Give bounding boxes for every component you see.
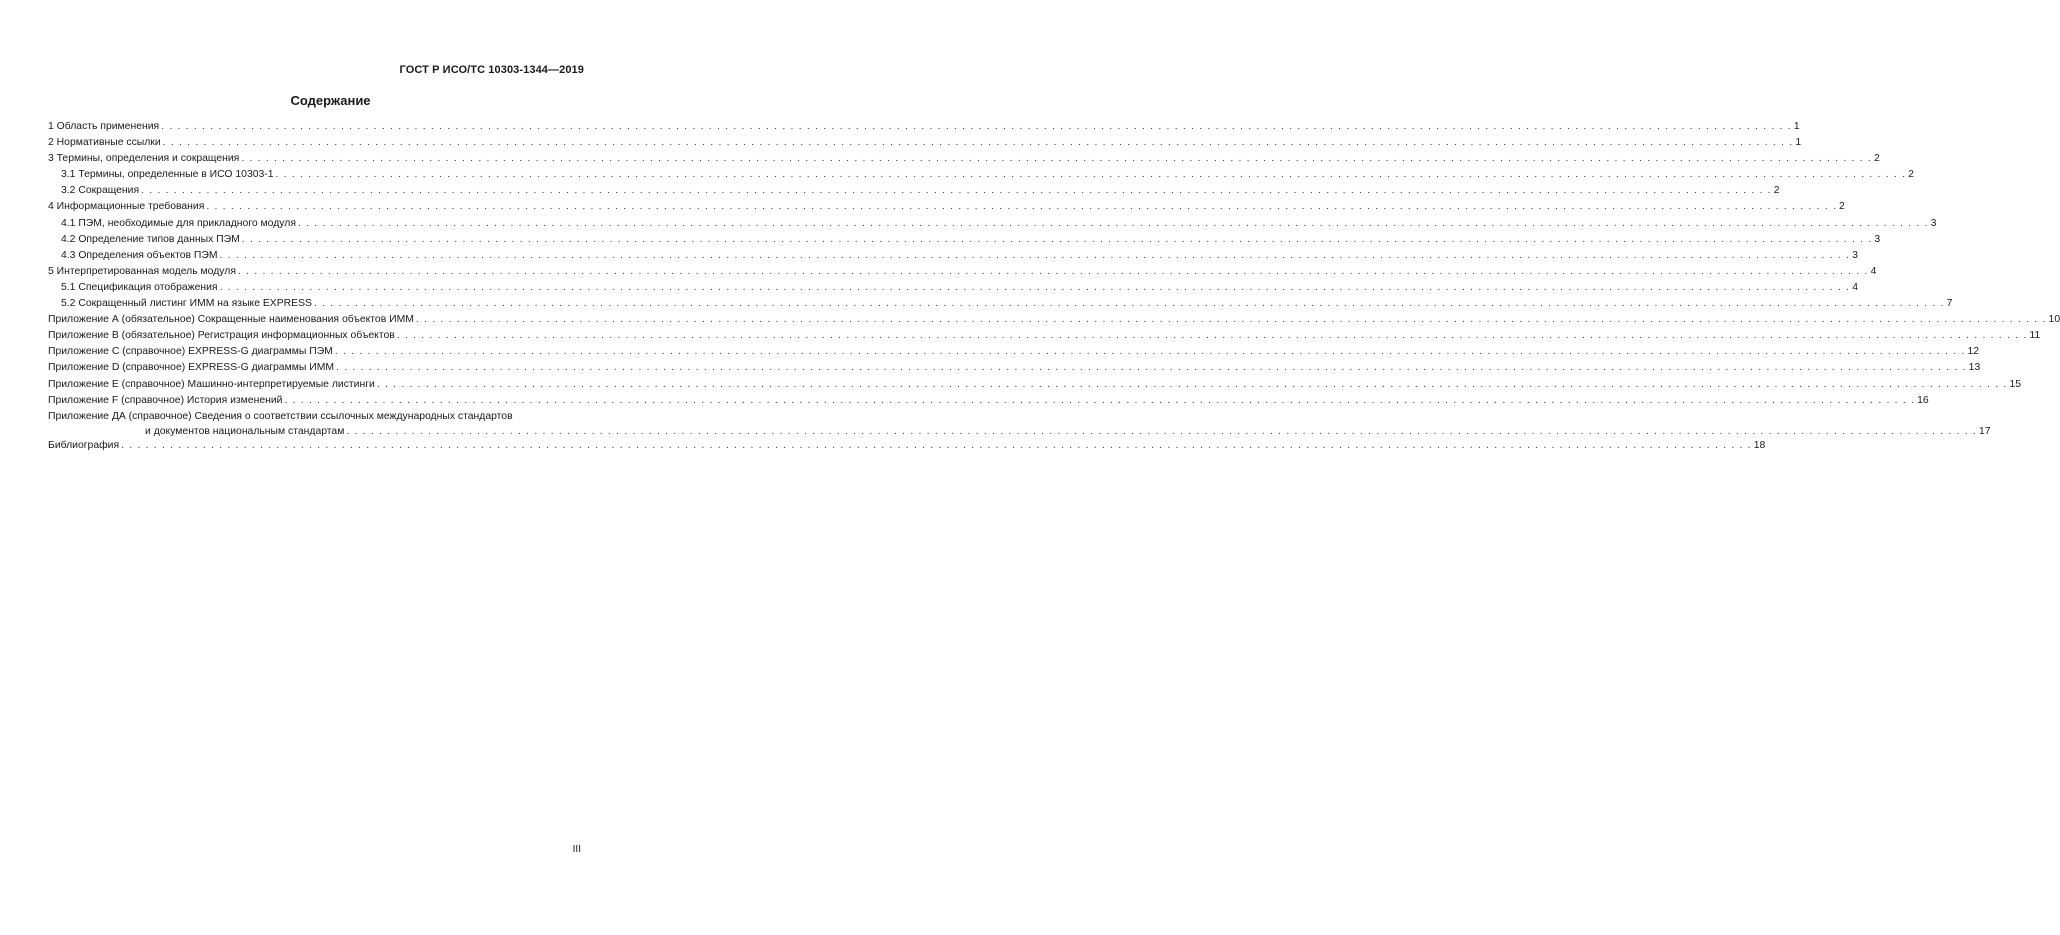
toc-entry[interactable] [48, 264, 1877, 280]
toc-entry-page: 2 [1838, 201, 1845, 213]
leader-dots: . . . . . . . . . . . . . . . . . . . . . . . . . . . . . . . . . . . . . . . . . . . . . . . . . . . . . . . . . . . . . . . . . . . . . . . . . . . . . . . . . . . . . . . . . . . . . . . . . . . . . . . . . . . . . . . . . . . . . . . . . . . . . . . . . . . . . . . . . . . . . . . . . . . . . . . . . . . . . . . . . . . . . . . . . . . . . . . . . . . . . . . . . . . . . . . . . . . . . . . . [219, 249, 1851, 261]
toc-entry-page: 17 [1979, 425, 1991, 437]
toc-entry-page: 1 [1795, 137, 1802, 149]
leader-dots: . . . . . . . . . . . . . . . . . . . . . . . . . . . . . . . . . . . . . . . . . . . . . . . . . . . . . . . . . . . . . . . . . . . . . . . . . . . . . . . . . . . . . . . . . . . . . . . . . . . . . . . . . . . . . . . . . . . . . . . . . . . . . . . . . . . . . . . . . . . . . . . . . . . . . . . . . . . . . . . . . . . . . . . . . . . . . . . . . . . . . . . . . . . . . . . . . . . . . . . . [313, 298, 1945, 310]
toc-entry[interactable] [48, 135, 1802, 151]
toc-entry-page: 10 [2048, 314, 2060, 326]
toc-entry-text: Приложение С (справочное) EXPRESS-G диаграммы ПЭМ [48, 346, 333, 358]
toc-entry-text: Приложение А (обязательное) Сокращенные наименования объектов ИММ [48, 314, 414, 326]
toc-entry-text: 5.2 Сокращенный листинг ИММ на языке EXPRESS [61, 298, 312, 310]
toc-entry[interactable] [48, 232, 1881, 248]
toc-entry-page: 3 [1930, 217, 1937, 229]
toc-entry-text: Библиография [48, 439, 120, 451]
toc-entry-page: 4 [1870, 265, 1877, 277]
leader-dots: . . . . . . . . . . . . . . . . . . . . . . . . . . . . . . . . . . . . . . . . . . . . . . . . . . . . . . . . . . . . . . . . . . . . . . . . . . . . . . . . . . . . . . . . . . . . . . . . . . . . . . . . . . . . . . . . . . . . . . . . . . . . . . . . . . . . . . . . . . . . . . . . . . . . . . . . . . . . . . . . . . . . . . . . . . . . . . . . . . . . . . . . . . . . . . . . . . . . . . . . [376, 378, 2008, 390]
toc-entry-page: 15 [2009, 378, 2022, 390]
toc-entry-text: Приложение В (обязательное) Регистрация информационных объектов [48, 330, 395, 342]
leader-dots: . . . . . . . . . . . . . . . . . . . . . . . . . . . . . . . . . . . . . . . . . . . . . . . . . . . . . . . . . . . . . . . . . . . . . . . . . . . . . . . . . . . . . . . . . . . . . . . . . . . . . . . . . . . . . . . . . . . . . . . . . . . . . . . . . . . . . . . . . . . . . . . . . . . . . . . . . . . . . . . . . . . . . . . . . . . . . . . . . . . . . . . . . . . . . . . . . . . . . . . . [162, 137, 1794, 149]
toc-entry-page: 7 [1946, 298, 1953, 310]
toc-entry-text: 1 Область применения [48, 121, 160, 132]
toc-entry[interactable] [48, 344, 1980, 360]
leader-dots: . . . . . . . . . . . . . . . . . . . . . . . . . . . . . . . . . . . . . . . . . . . . . . . . . . . . . . . . . . . . . . . . . . . . . . . . . . . . . . . . . . . . . . . . . . . . . . . . . . . . . . . . . . . . . . . . . . . . . . . . . . . . . . . . . . . . . . . . . . . . . . . . . . . . . . . . . . . . . . . . . . . . . . . . . . . . . . . . . . . . . . . . . . . . . . . . . . . . . . . . [121, 439, 1752, 451]
toc-entry-page: 13 [1968, 362, 1981, 374]
leader-dots: . . . . . . . . . . . . . . . . . . . . . . . . . . . . . . . . . . . . . . . . . . . . . . . . . . . . . . . . . . . . . . . . . . . . . . . . . . . . . . . . . . . . . . . . . . . . . . . . . . . . . . . . . . . . . . . . . . . . . . . . . . . . . . . . . . . . . . . . . . . . . . . . . . . . . . . . . . . . . . . . . . . . . . . . . . . . . . . . . . . . . . . . . . . . . . . . . . . . . . . . [336, 362, 1967, 374]
toc-entry[interactable] [48, 167, 1914, 183]
toc-entry[interactable] [48, 151, 1880, 167]
toc-entry[interactable] [48, 360, 1981, 376]
toc-entry-text: 4.2 Определение типов данных ПЭМ [61, 233, 240, 245]
leader-dots: . . . . . . . . . . . . . . . . . . . . . . . . . . . . . . . . . . . . . . . . . . . . . . . . . . . . . . . . . . . . . . . . . . . . . . . . . . . . . . . . . . . . . . . . . . . . . . . . . . . . . . . . . . . . . . . . . . . . . . . . . . . . . . . . . . . . . . . . . . . . . . . . . . . . . . . . . . . . . . . . . . . . . . . . . . . . . . . . . . . . . . . . . . . . . . . . . . . . . . . . [206, 201, 1837, 213]
leader-dots: . . . . . . . . . . . . . . . . . . . . . . . . . . . . . . . . . . . . . . . . . . . . . . . . . . . . . . . . . . . . . . . . . . . . . . . . . . . . . . . . . . . . . . . . . . . . . . . . . . . . . . . . . . . . . . . . . . . . . . . . . . . . . . . . . . . . . . . . . . . . . . . . . . . . . . . . . . . . . . . . . . . . . . . . . . . . . . . . . . . . . . . . . . . . . . . . . . . . . . . . [161, 121, 1792, 132]
page-number: III [572, 844, 581, 855]
toc-entry-text: 5 Интерпретированная модель модуля [48, 265, 236, 277]
toc-entry[interactable] [48, 216, 1937, 232]
toc-entry[interactable] [48, 119, 1800, 135]
toc-entry[interactable] [48, 312, 2060, 328]
toc-entry-page: 3 [1874, 233, 1881, 245]
toc-entry-text: 3 Термины, определения и сокращения [48, 153, 240, 165]
toc-entry-page: 11 [2029, 330, 2041, 342]
toc-entry-page: 2 [1773, 185, 1780, 197]
toc-entry-text: 3.1 Термины, определенные в ИСО 10303-1 [61, 169, 274, 181]
leader-dots: . . . . . . . . . . . . . . . . . . . . . . . . . . . . . . . . . . . . . . . . . . . . . . . . . . . . . . . . . . . . . . . . . . . . . . . . . . . . . . . . . . . . . . . . . . . . . . . . . . . . . . . . . . . . . . . . . . . . . . . . . . . . . . . . . . . . . . . . . . . . . . . . . . . . . . . . . . . . . . . . . . . . . . . . . . . . . . . . . . . . . . . . . . . . . . . . . . . . . . . . [241, 233, 1873, 245]
leader-dots: . . . . . . . . . . . . . . . . . . . . . . . . . . . . . . . . . . . . . . . . . . . . . . . . . . . . . . . . . . . . . . . . . . . . . . . . . . . . . . . . . . . . . . . . . . . . . . . . . . . . . . . . . . . . . . . . . . . . . . . . . . . . . . . . . . . . . . . . . . . . . . . . . . . . . . . . . . . . . . . . . . . . . . . . . . . . . . . . . . . . . . . . . . . . . . . . . . . . . . . . [241, 153, 1872, 165]
toc-entry-page: 3 [1852, 249, 1858, 261]
toc-entry-text: Приложение D (справочное) EXPRESS-G диаграммы ИММ [48, 362, 335, 374]
toc-entry-text: 4.1 ПЭМ, необходимые для прикладного модуля [61, 217, 296, 229]
toc-title: Содержание [290, 93, 371, 108]
toc-entry-page: 4 [1852, 281, 1858, 293]
leader-dots: . . . . . . . . . . . . . . . . . . . . . . . . . . . . . . . . . . . . . . . . . . . . . . . . . . . . . . . . . . . . . . . . . . . . . . . . . . . . . . . . . . . . . . . . . . . . . . . . . . . . . . . . . . . . . . . . . . . . . . . . . . . . . . . . . . . . . . . . . . . . . . . . . . . . . . . . . . . . . . . . . . . . . . . . . . . . . . . . . . . . . . . . . . . . . . . . . . . . . . . . [237, 265, 1869, 277]
toc-entry[interactable] [48, 328, 2041, 344]
toc-entry-text: 5.1 Спецификация отображения [61, 281, 218, 293]
toc-entry-text: 4.3 Определения объектов ПЭМ [61, 249, 218, 261]
toc-entry-text: 2 Нормативные ссылки [48, 137, 161, 149]
toc-entry-page: 18 [1753, 439, 1766, 451]
toc-entry-page: 12 [1967, 346, 1980, 358]
toc-entry[interactable] [48, 377, 2022, 393]
toc-entry-text: 3.2 Сокращения [61, 185, 140, 197]
document-code-header: ГОСТ Р ИСО/ТС 10303-1344—2019 [399, 64, 584, 76]
toc-entry[interactable] [48, 280, 1858, 296]
toc-entry-text: Приложение Е (справочное) Машинно-интерпретируемые листинги [48, 378, 375, 390]
toc-entry-continuation [48, 425, 1991, 438]
leader-dots: . . . . . . . . . . . . . . . . . . . . . . . . . . . . . . . . . . . . . . . . . . . . . . . . . . . . . . . . . . . . . . . . . . . . . . . . . . . . . . . . . . . . . . . . . . . . . . . . . . . . . . . . . . . . . . . . . . . . . . . . . . . . . . . . . . . . . . . . . . . . . . . . . . . . . . . . . . . . . . . . . . . . . . . . . . . . . . . . . . . . . . . . . . . . . . . . . . . . . . . . [415, 314, 2047, 326]
leader-dots: . . . . . . . . . . . . . . . . . . . . . . . . . . . . . . . . . . . . . . . . . . . . . . . . . . . . . . . . . . . . . . . . . . . . . . . . . . . . . . . . . . . . . . . . . . . . . . . . . . . . . . . . . . . . . . . . . . . . . . . . . . . . . . . . . . . . . . . . . . . . . . . . . . . . . . . . . . . . . . . . . . . . . . . . . . . . . . . . . . . . . . . . . . . . . . . . . . . . . . . . [141, 185, 1772, 197]
toc-entry[interactable] [48, 183, 1780, 199]
toc-entry[interactable] [48, 296, 1953, 312]
leader-dots: . . . . . . . . . . . . . . . . . . . . . . . . . . . . . . . . . . . . . . . . . . . . . . . . . . . . . . . . . . . . . . . . . . . . . . . . . . . . . . . . . . . . . . . . . . . . . . . . . . . . . . . . . . . . . . . . . . . . . . . . . . . . . . . . . . . . . . . . . . . . . . . . . . . . . . . . . . . . . . . . . . . . . . . . . . . . . . . . . . . . . . . . . . . . . . . . . . . . . . . . [334, 346, 1966, 358]
leader-dots: . . . . . . . . . . . . . . . . . . . . . . . . . . . . . . . . . . . . . . . . . . . . . . . . . . . . . . . . . . . . . . . . . . . . . . . . . . . . . . . . . . . . . . . . . . . . . . . . . . . . . . . . . . . . . . . . . . . . . . . . . . . . . . . . . . . . . . . . . . . . . . . . . . . . . . . . . . . . . . . . . . . . . . . . . . . . . . . . . . . . . . . . . . . . . . . . . . . . . . . . [346, 425, 1978, 437]
toc-entry-text: Приложение ДА (справочное) Сведения о соответствии ссылочных международных стандартов [48, 410, 513, 422]
toc-entry-page: 2 [1873, 153, 1880, 165]
table-of-contents [48, 119, 2060, 454]
leader-dots: . . . . . . . . . . . . . . . . . . . . . . . . . . . . . . . . . . . . . . . . . . . . . . . . . . . . . . . . . . . . . . . . . . . . . . . . . . . . . . . . . . . . . . . . . . . . . . . . . . . . . . . . . . . . . . . . . . . . . . . . . . . . . . . . . . . . . . . . . . . . . . . . . . . . . . . . . . . . . . . . . . . . . . . . . . . . . . . . . . . . . . . . . . . . . . . . . . . . . . . . [219, 281, 1851, 293]
toc-entry-page: 16 [1917, 394, 1929, 406]
toc-entry[interactable] [48, 199, 1845, 215]
toc-entry-text: 4 Информационные требования [48, 201, 205, 213]
toc-entry-page: 1 [1793, 121, 1800, 132]
toc-entry[interactable] [48, 409, 1991, 438]
toc-entry-text: Приложение F (справочное) История изменений [48, 394, 283, 406]
toc-entry[interactable] [48, 248, 1858, 264]
toc-entry-text: и документов национальным стандартам [145, 425, 345, 437]
toc-entry[interactable] [48, 393, 1929, 409]
leader-dots: . . . . . . . . . . . . . . . . . . . . . . . . . . . . . . . . . . . . . . . . . . . . . . . . . . . . . . . . . . . . . . . . . . . . . . . . . . . . . . . . . . . . . . . . . . . . . . . . . . . . . . . . . . . . . . . . . . . . . . . . . . . . . . . . . . . . . . . . . . . . . . . . . . . . . . . . . . . . . . . . . . . . . . . . . . . . . . . . . . . . . . . . . . . . . . . . . . . . . . . . [284, 394, 1916, 406]
leader-dots: . . . . . . . . . . . . . . . . . . . . . . . . . . . . . . . . . . . . . . . . . . . . . . . . . . . . . . . . . . . . . . . . . . . . . . . . . . . . . . . . . . . . . . . . . . . . . . . . . . . . . . . . . . . . . . . . . . . . . . . . . . . . . . . . . . . . . . . . . . . . . . . . . . . . . . . . . . . . . . . . . . . . . . . . . . . . . . . . . . . . . . . . . . . . . . . . . . . . . . . . [275, 169, 1907, 181]
leader-dots: . . . . . . . . . . . . . . . . . . . . . . . . . . . . . . . . . . . . . . . . . . . . . . . . . . . . . . . . . . . . . . . . . . . . . . . . . . . . . . . . . . . . . . . . . . . . . . . . . . . . . . . . . . . . . . . . . . . . . . . . . . . . . . . . . . . . . . . . . . . . . . . . . . . . . . . . . . . . . . . . . . . . . . . . . . . . . . . . . . . . . . . . . . . . . . . . . . . . . . . . [297, 217, 1929, 229]
leader-dots: . . . . . . . . . . . . . . . . . . . . . . . . . . . . . . . . . . . . . . . . . . . . . . . . . . . . . . . . . . . . . . . . . . . . . . . . . . . . . . . . . . . . . . . . . . . . . . . . . . . . . . . . . . . . . . . . . . . . . . . . . . . . . . . . . . . . . . . . . . . . . . . . . . . . . . . . . . . . . . . . . . . . . . . . . . . . . . . . . . . . . . . . . . . . . . . . . . . . . . . . [396, 330, 2028, 342]
toc-entry-bibliography[interactable] [48, 438, 1766, 454]
toc-entry-page: 2 [1908, 169, 1914, 181]
